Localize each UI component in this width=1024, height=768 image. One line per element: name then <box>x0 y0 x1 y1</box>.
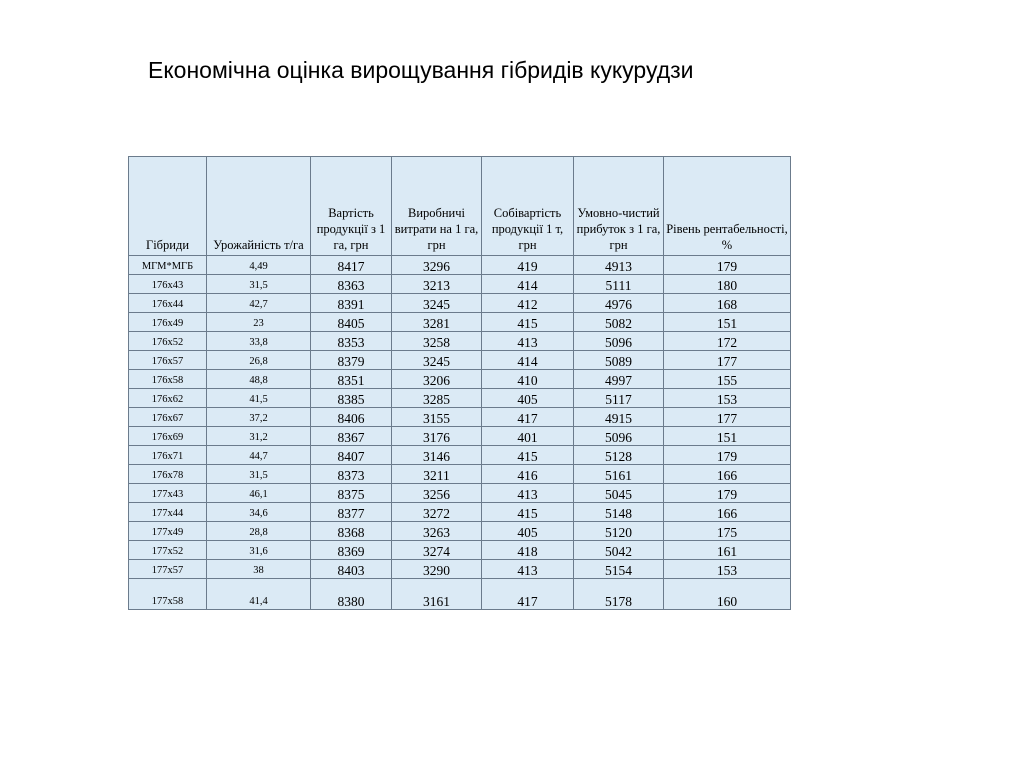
net-profit-cell: 5120 <box>574 522 664 541</box>
profitability-cell: 177 <box>664 351 791 370</box>
hybrid-cell: 176х71 <box>129 446 207 465</box>
yield-cell: 31,6 <box>207 541 311 560</box>
yield-cell: 38 <box>207 560 311 579</box>
table-row <box>129 332 791 351</box>
profitability-cell: 161 <box>664 541 791 560</box>
net-profit-cell: 5045 <box>574 484 664 503</box>
product-value-cell: 8379 <box>311 351 392 370</box>
header-hybrids: Гібриди <box>129 157 207 256</box>
profitability-cell: 166 <box>664 503 791 522</box>
production-costs-cell: 3176 <box>392 427 482 446</box>
production-costs-cell: 3211 <box>392 465 482 484</box>
production-costs-cell: 3285 <box>392 389 482 408</box>
net-profit-cell: 4913 <box>574 256 664 275</box>
hybrid-cell: 177х52 <box>129 541 207 560</box>
unit-cost-cell: 415 <box>482 313 574 332</box>
product-value-cell: 8385 <box>311 389 392 408</box>
net-profit-cell: 5089 <box>574 351 664 370</box>
product-value-cell: 8407 <box>311 446 392 465</box>
table-row <box>129 408 791 427</box>
production-costs-cell: 3155 <box>392 408 482 427</box>
table-row <box>129 446 791 465</box>
profitability-cell: 166 <box>664 465 791 484</box>
net-profit-cell: 5148 <box>574 503 664 522</box>
production-costs-cell: 3258 <box>392 332 482 351</box>
yield-cell: 31,5 <box>207 275 311 294</box>
yield-cell: 31,5 <box>207 465 311 484</box>
net-profit-cell: 5154 <box>574 560 664 579</box>
unit-cost-cell: 414 <box>482 275 574 294</box>
unit-cost-cell: 413 <box>482 560 574 579</box>
net-profit-cell: 5111 <box>574 275 664 294</box>
yield-cell: 31,2 <box>207 427 311 446</box>
yield-cell: 33,8 <box>207 332 311 351</box>
product-value-cell: 8391 <box>311 294 392 313</box>
table-row <box>129 465 791 484</box>
production-costs-cell: 3206 <box>392 370 482 389</box>
table-row <box>129 370 791 389</box>
unit-cost-cell: 413 <box>482 332 574 351</box>
product-value-cell: 8405 <box>311 313 392 332</box>
production-costs-cell: 3245 <box>392 294 482 313</box>
net-profit-cell: 5178 <box>574 579 664 610</box>
product-value-cell: 8375 <box>311 484 392 503</box>
header-net-profit: Умовно-чистий прибуток з 1 га, грн <box>574 157 664 256</box>
hybrid-cell: 176х62 <box>129 389 207 408</box>
yield-cell: 4,49 <box>207 256 311 275</box>
production-costs-cell: 3161 <box>392 579 482 610</box>
hybrid-cell: МГМ*МГБ <box>129 256 207 275</box>
hybrid-cell: 177х49 <box>129 522 207 541</box>
production-costs-cell: 3245 <box>392 351 482 370</box>
unit-cost-cell: 405 <box>482 522 574 541</box>
profitability-cell: 175 <box>664 522 791 541</box>
profitability-cell: 151 <box>664 313 791 332</box>
production-costs-cell: 3274 <box>392 541 482 560</box>
table-row <box>129 389 791 408</box>
unit-cost-cell: 417 <box>482 408 574 427</box>
profitability-cell: 155 <box>664 370 791 389</box>
hybrid-cell: 176х43 <box>129 275 207 294</box>
product-value-cell: 8363 <box>311 275 392 294</box>
table-row <box>129 313 791 332</box>
page-title: Економічна оцінка вирощування гібридів кукурудзи <box>148 57 694 83</box>
hybrid-cell: 177х44 <box>129 503 207 522</box>
unit-cost-cell: 417 <box>482 579 574 610</box>
net-profit-cell: 5042 <box>574 541 664 560</box>
unit-cost-cell: 412 <box>482 294 574 313</box>
yield-cell: 41,4 <box>207 579 311 610</box>
yield-cell: 42,7 <box>207 294 311 313</box>
net-profit-cell: 5096 <box>574 427 664 446</box>
product-value-cell: 8373 <box>311 465 392 484</box>
unit-cost-cell: 401 <box>482 427 574 446</box>
net-profit-cell: 5082 <box>574 313 664 332</box>
product-value-cell: 8351 <box>311 370 392 389</box>
table-row <box>129 541 791 560</box>
yield-cell: 48,8 <box>207 370 311 389</box>
production-costs-cell: 3213 <box>392 275 482 294</box>
unit-cost-cell: 419 <box>482 256 574 275</box>
unit-cost-cell: 415 <box>482 446 574 465</box>
unit-cost-cell: 416 <box>482 465 574 484</box>
unit-cost-cell: 414 <box>482 351 574 370</box>
profitability-cell: 180 <box>664 275 791 294</box>
production-costs-cell: 3146 <box>392 446 482 465</box>
hybrid-cell: 176х69 <box>129 427 207 446</box>
hybrid-cell: 176х67 <box>129 408 207 427</box>
table-row <box>129 294 791 313</box>
net-profit-cell: 5096 <box>574 332 664 351</box>
product-value-cell: 8369 <box>311 541 392 560</box>
production-costs-cell: 3290 <box>392 560 482 579</box>
net-profit-cell: 5117 <box>574 389 664 408</box>
table-row <box>129 351 791 370</box>
header-yield: Урожайність т/га <box>207 157 311 256</box>
yield-cell: 41,5 <box>207 389 311 408</box>
yield-cell: 37,2 <box>207 408 311 427</box>
unit-cost-cell: 415 <box>482 503 574 522</box>
yield-cell: 46,1 <box>207 484 311 503</box>
hybrid-cell: 176х52 <box>129 332 207 351</box>
profitability-cell: 153 <box>664 389 791 408</box>
header-profitability: Рівень рентабельності, % <box>664 157 791 256</box>
hybrid-cell: 176х49 <box>129 313 207 332</box>
profitability-cell: 151 <box>664 427 791 446</box>
yield-cell: 23 <box>207 313 311 332</box>
product-value-cell: 8353 <box>311 332 392 351</box>
net-profit-cell: 4997 <box>574 370 664 389</box>
table-row <box>129 484 791 503</box>
unit-cost-cell: 405 <box>482 389 574 408</box>
table-row <box>129 560 791 579</box>
product-value-cell: 8417 <box>311 256 392 275</box>
net-profit-cell: 5161 <box>574 465 664 484</box>
table-body <box>129 256 791 610</box>
production-costs-cell: 3263 <box>392 522 482 541</box>
table-row <box>129 427 791 446</box>
hybrid-cell: 176х78 <box>129 465 207 484</box>
table-row <box>129 522 791 541</box>
product-value-cell: 8377 <box>311 503 392 522</box>
hybrid-cell: 176х58 <box>129 370 207 389</box>
hybrid-cell: 176х57 <box>129 351 207 370</box>
product-value-cell: 8380 <box>311 579 392 610</box>
hybrid-cell: 176х44 <box>129 294 207 313</box>
product-value-cell: 8367 <box>311 427 392 446</box>
product-value-cell: 8403 <box>311 560 392 579</box>
profitability-cell: 153 <box>664 560 791 579</box>
hybrids-economics-table <box>128 156 791 610</box>
unit-cost-cell: 410 <box>482 370 574 389</box>
production-costs-cell: 3281 <box>392 313 482 332</box>
table-row <box>129 275 791 294</box>
net-profit-cell: 4915 <box>574 408 664 427</box>
profitability-cell: 160 <box>664 579 791 610</box>
unit-cost-cell: 418 <box>482 541 574 560</box>
yield-cell: 26,8 <box>207 351 311 370</box>
production-costs-cell: 3256 <box>392 484 482 503</box>
header-product-value: Вартість продукції з 1 га, грн <box>311 157 392 256</box>
hybrid-cell: 177х58 <box>129 579 207 610</box>
profitability-cell: 177 <box>664 408 791 427</box>
hybrid-cell: 177х43 <box>129 484 207 503</box>
profitability-cell: 179 <box>664 446 791 465</box>
product-value-cell: 8406 <box>311 408 392 427</box>
profitability-cell: 172 <box>664 332 791 351</box>
table-row <box>129 503 791 522</box>
header-unit-cost: Собівартість продукції 1 т, грн <box>482 157 574 256</box>
hybrid-cell: 177х57 <box>129 560 207 579</box>
production-costs-cell: 3272 <box>392 503 482 522</box>
header-production-costs: Виробничі витрати на 1 га, грн <box>392 157 482 256</box>
table-row <box>129 579 791 610</box>
table-row <box>129 256 791 275</box>
yield-cell: 44,7 <box>207 446 311 465</box>
yield-cell: 34,6 <box>207 503 311 522</box>
table-header-row <box>129 157 791 256</box>
product-value-cell: 8368 <box>311 522 392 541</box>
profitability-cell: 179 <box>664 484 791 503</box>
yield-cell: 28,8 <box>207 522 311 541</box>
profitability-cell: 168 <box>664 294 791 313</box>
net-profit-cell: 4976 <box>574 294 664 313</box>
profitability-cell: 179 <box>664 256 791 275</box>
production-costs-cell: 3296 <box>392 256 482 275</box>
net-profit-cell: 5128 <box>574 446 664 465</box>
unit-cost-cell: 413 <box>482 484 574 503</box>
